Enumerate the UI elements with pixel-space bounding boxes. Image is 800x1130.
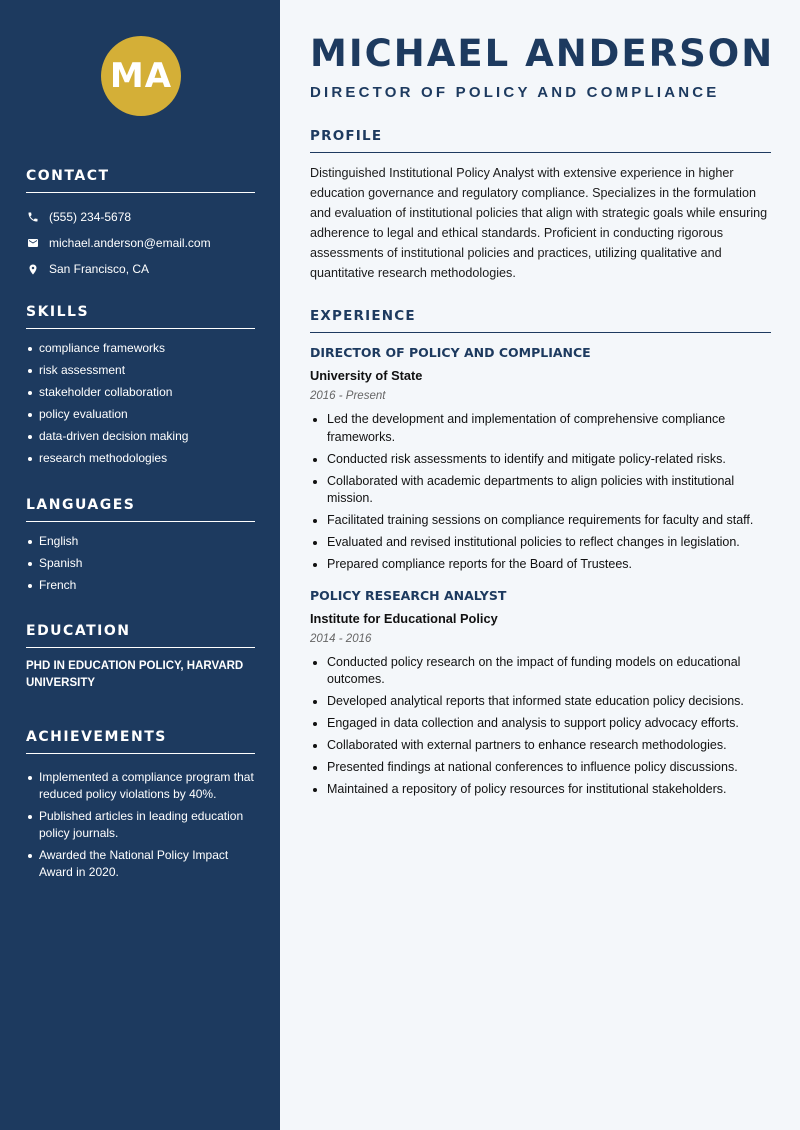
list-item: Collaborated with academic departments to align policies with institutional mission. bbox=[310, 473, 771, 508]
achievements-list bbox=[26, 769, 255, 881]
location-pin-icon bbox=[26, 262, 40, 276]
duties-list bbox=[310, 411, 771, 574]
education-degree: PHD IN EDUCATION POLICY, HARVARD UNIVERSITY bbox=[26, 660, 244, 689]
achievements-section bbox=[26, 729, 255, 886]
job-dates: 2016 - Present bbox=[310, 390, 386, 402]
contact-phone bbox=[26, 204, 255, 230]
list-item: Maintained a repository of policy resources for institutional stakeholders. bbox=[310, 781, 771, 799]
contact-location-text: San Francisco, CA bbox=[49, 262, 150, 276]
list-item: compliance frameworks bbox=[26, 340, 255, 357]
person-role: DIRECTOR OF POLICY AND COMPLIANCE bbox=[310, 84, 720, 101]
list-item: Evaluated and revised institutional policies to reflect changes in legislation. bbox=[310, 534, 771, 552]
list-item: Conducted risk assessments to identify and mitigate policy-related risks. bbox=[310, 451, 771, 469]
list-item: data-driven decision making bbox=[26, 428, 255, 445]
list-item: policy evaluation bbox=[26, 406, 255, 423]
list-item: English bbox=[26, 533, 255, 550]
job-title: DIRECTOR OF POLICY AND COMPLIANCE bbox=[310, 345, 591, 360]
list-item: Conducted policy research on the impact of funding models on educational outcomes. bbox=[310, 654, 771, 689]
list-item: Presented findings at national conferences to influence policy discussions. bbox=[310, 759, 771, 777]
avatar-initials: MA bbox=[109, 56, 173, 96]
experience-title: EXPERIENCE bbox=[310, 308, 771, 333]
list-item: risk assessment bbox=[26, 362, 255, 379]
company-name: Institute for Educational Policy bbox=[310, 610, 498, 626]
list-item: Facilitated training sessions on compliance requirements for faculty and staff. bbox=[310, 512, 771, 530]
languages-section bbox=[26, 497, 255, 599]
contact-email-text: michael.anderson@email.com bbox=[49, 236, 211, 250]
list-item: Published articles in leading education policy journals. bbox=[26, 808, 255, 842]
company-name: University of State bbox=[310, 368, 423, 383]
job-entry bbox=[310, 588, 771, 799]
list-item: Engaged in data collection and analysis to support policy advocacy efforts. bbox=[310, 715, 771, 733]
list-item: Prepared compliance reports for the Board of Trustees. bbox=[310, 556, 771, 574]
phone-icon bbox=[26, 210, 40, 224]
skills-section bbox=[26, 304, 255, 472]
job-dates: 2014 - 2016 bbox=[310, 632, 372, 645]
job-entry bbox=[310, 345, 771, 574]
skills-list bbox=[26, 340, 255, 467]
list-item: stakeholder collaboration bbox=[26, 384, 255, 401]
list-item: Implemented a compliance program that reduced policy violations by 40%. bbox=[26, 769, 255, 803]
contact-title: CONTACT bbox=[26, 168, 255, 193]
profile-title: PROFILE bbox=[310, 128, 771, 153]
sidebar bbox=[0, 0, 280, 1130]
list-item: Collaborated with external partners to enhance research methodologies. bbox=[310, 737, 771, 755]
achievements-title: ACHIEVEMENTS bbox=[26, 729, 255, 754]
profile-section bbox=[310, 128, 771, 283]
skills-title: SKILLS bbox=[26, 304, 255, 329]
list-item: research methodologies bbox=[26, 450, 255, 467]
contact-phone-text: (555) 234-5678 bbox=[49, 210, 132, 224]
email-icon bbox=[26, 236, 40, 250]
duties-list bbox=[310, 654, 771, 799]
list-item: French bbox=[26, 577, 255, 594]
contact-email bbox=[26, 230, 255, 256]
languages-title: LANGUAGES bbox=[26, 497, 255, 522]
person-name: MICHAEL ANDERSON bbox=[310, 32, 775, 75]
list-item: Spanish bbox=[26, 555, 255, 572]
languages-list bbox=[26, 533, 255, 594]
education-section bbox=[26, 623, 255, 692]
list-item: Developed analytical reports that informed state education policy decisions. bbox=[310, 693, 771, 711]
experience-section bbox=[310, 308, 771, 803]
job-title: POLICY RESEARCH ANALYST bbox=[310, 587, 507, 603]
education-title: EDUCATION bbox=[26, 623, 255, 648]
profile-text: Distinguished Institutional Policy Analyst with extensive experience in higher education governance and regulatory compliance. Specializes in the formulation and evaluation of institutional policies that align with strategic goals while ensuring adherence to legal and ethical standards. Proficient in conducting rigorous assessments of institutional policies and practices, utilizing qualitative and quantitative research methodologies. bbox=[310, 166, 768, 280]
contact-section bbox=[26, 168, 255, 282]
list-item: Awarded the National Policy Impact Award in 2020. bbox=[26, 847, 255, 881]
contact-list bbox=[26, 204, 255, 282]
list-item: Led the development and implementation of comprehensive compliance frameworks. bbox=[310, 411, 771, 446]
avatar bbox=[101, 36, 181, 116]
contact-location bbox=[26, 256, 255, 282]
